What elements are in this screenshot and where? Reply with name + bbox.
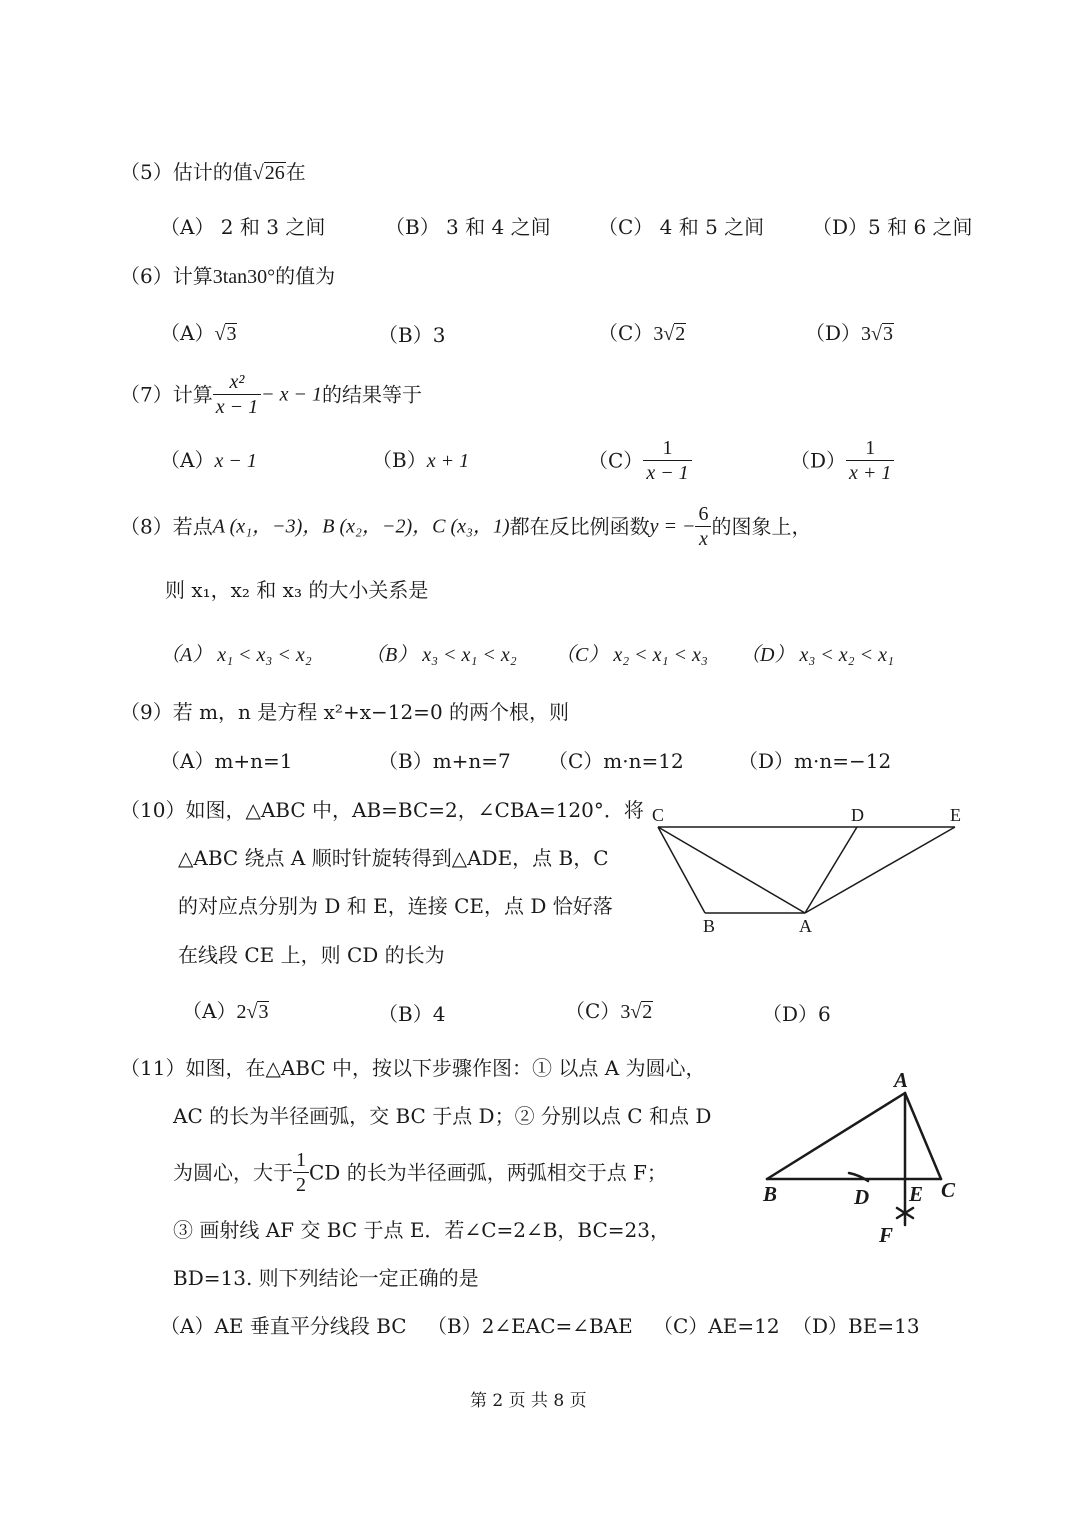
q11-option-d: （D）BE=13 <box>792 1314 920 1338</box>
q7-stem: （7）计算 $\frac{\text{x²}}{x - 1}$ − x − 1的结果等于 <box>120 371 422 418</box>
q10-option-d: （D）6 <box>762 1002 831 1026</box>
q11-segment-ab <box>767 1093 905 1179</box>
q6-expr: 3tan30° <box>212 266 276 288</box>
q11-stem-line4: ③ 画射线 AF 交 BC 于点 E．若∠C=2∠B，BC=23， <box>173 1218 671 1242</box>
q11-option-b: （B）2∠EAC=∠BAE <box>427 1314 633 1338</box>
q10-option-a: （A）2√3 <box>182 999 269 1023</box>
q10-stem-line2: △ABC 绕点 A 顺时针旋转得到△ADE，点 B，C <box>178 846 609 870</box>
q10-label-e: E <box>950 805 961 825</box>
q8-stem-line2: 则 x₁，x₂ 和 x₃ 的大小关系是 <box>165 578 429 602</box>
q6-option-c: （C）3√2 <box>598 321 686 345</box>
q10-segment-ca <box>658 827 805 913</box>
q5-option-c: （C） 4 和 5 之间 <box>598 215 765 239</box>
q10-label-c: C <box>652 805 665 825</box>
q10-segment-da <box>805 827 857 913</box>
q11-stem-line5: BD=13. 则下列结论一定正确的是 <box>173 1266 479 1290</box>
q11-option-c: （C）AE=12 <box>653 1314 780 1338</box>
q10-figure <box>640 795 980 945</box>
q11-label-e: E <box>909 1182 924 1206</box>
q11-stem-line3: 为圆心，大于 $\frac{1}{2}$ CD 的长为半径画弧，两弧相交于点 F； <box>173 1149 667 1196</box>
q11-label-f: F <box>879 1223 894 1247</box>
q10-stem-line3: 的对应点分别为 D 和 E，连接 CE，点 D 恰好落 <box>178 894 613 918</box>
q6-option-d: （D）3√3 <box>805 321 894 345</box>
q7-option-c: （C） $\frac{1}{x - 1}$ <box>588 436 692 485</box>
q11-figure <box>755 1065 970 1250</box>
q9-option-a: （A）m+n=1 <box>160 749 293 773</box>
q7-option-d: （D） $\frac{1}{x + 1}$ <box>790 436 894 485</box>
q9-option-d: （D）m·n=−12 <box>738 749 892 773</box>
q11-label-c: C <box>941 1178 956 1202</box>
q8-option-c: （C） x₂ < x₁ < x₃ <box>555 644 708 666</box>
q7-option-a: （A）x − 1 <box>160 448 257 472</box>
q5-option-b: （B） 3 和 4 之间 <box>385 215 551 239</box>
q10-segment-ea <box>805 827 955 913</box>
q10-label-b: B <box>703 916 716 936</box>
q5-suffix: 在 <box>285 160 306 184</box>
q11-stem-line1: （11）如图，在△ABC 中，按以下步骤作图：① 以点 A 为圆心， <box>120 1056 706 1080</box>
q10-option-c: （C）3√2 <box>565 999 653 1023</box>
q5-option-d: （D）5 和 6 之间 <box>812 215 973 239</box>
q10-stem-line4: 在线段 CE 上，则 CD 的长为 <box>178 943 445 967</box>
q9-option-c: （C）m·n=12 <box>548 749 684 773</box>
q8-option-b: （B） x₃ < x₁ < x₂ <box>365 644 517 666</box>
q11-label-b: B <box>763 1182 778 1206</box>
q5-stem <box>120 162 306 184</box>
q11-label-a: A <box>894 1068 909 1092</box>
q8-option-a: （A） x₁ < x₃ < x₂ <box>160 644 312 666</box>
q5-option-a: （A） 2 和 3 之间 <box>160 215 326 239</box>
q11-option-a: （A）AE 垂直平分线段 BC <box>160 1314 407 1338</box>
q7-option-b: （B）x + 1 <box>372 448 470 472</box>
q9-option-b: （B）m+n=7 <box>378 749 511 773</box>
q7-fraction: $\frac{\text{x²}}{x - 1}$ <box>213 370 261 419</box>
q10-label-d: D <box>851 805 864 825</box>
q5-prefix: （5）估计的值 <box>120 160 253 184</box>
q10-stem-line1: （10）如图，△ABC 中，AB=BC=2，∠CBA=120°．将 <box>120 798 644 822</box>
q10-label-a: A <box>799 916 812 936</box>
q10-option-b: （B）4 <box>378 1002 446 1026</box>
page-footer: 第 2 页 共 8 页 <box>470 1391 587 1411</box>
q11-stem-line2: AC 的长为半径画弧，交 BC 于点 D；② 分别以点 C 和点 D <box>173 1104 712 1128</box>
q8-option-d: （D） x₃ < x₂ < x₁ <box>740 644 894 666</box>
q11-label-d: D <box>854 1185 870 1209</box>
q6-stem: （6）计算3tan30°的值为 <box>120 264 336 288</box>
q9-stem: （9）若 m，n 是方程 x²+x−12=0 的两个根，则 <box>120 700 570 724</box>
q5-sqrt: √26 <box>252 162 285 184</box>
q11-segment-ac <box>905 1093 941 1179</box>
q6-option-b: （B）3 <box>378 323 446 347</box>
q8-stem-line1: （8）若点A (x₁，−3)，B (x₂，−2)，C (x₃，1)都在反比例函数y = − $\frac{6}{x}$ 的图象上， <box>120 503 812 550</box>
q6-option-a: （A）√3 <box>160 321 237 345</box>
